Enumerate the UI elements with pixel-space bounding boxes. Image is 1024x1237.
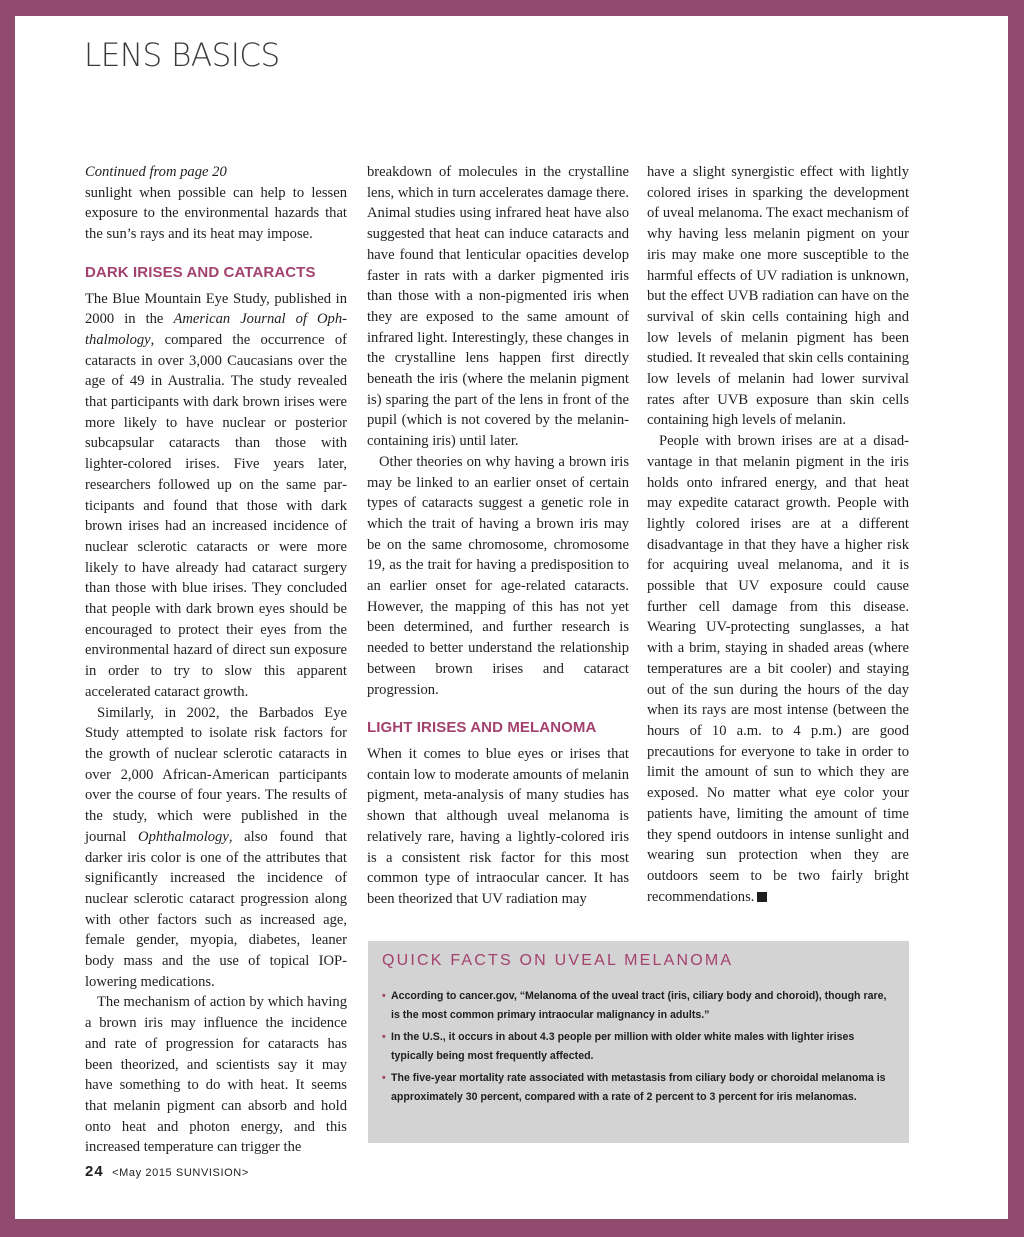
paragraph-text: , compared the occurrence of cataracts in over 3,000 Caucasians over the age of 49 in Australia. The study revealed that participants with dark brown irises were more likely to have nuclear or posterior subcapsular cataracts than those with lighter-colored irises. Five years later, researchers followed up on the same participants and found that those with dark brown irises had an increased incidence of nuclear sclerotic cataracts or were more likely to have already had cataract surgery than those with blue irises. They concluded that people with dark brown eyes should be encouraged to protect their eyes from the environmental hazard of direct sun exposure in order to try to slow this apparent accelerated cataract growth. [85, 331, 347, 700]
paragraph-mechanism: The mechanism of action by which having a brown iris may influence the incidence and rate of progression for cataracts has been theorized, and scientists say it may have something to do with heat. It seems that melanin pigment can absorb and hold onto heat and photon energy, and this increased temperature can trigger the [85, 994, 347, 1156]
paragraph-barbados [85, 703, 347, 993]
article-column-1 [85, 162, 347, 1158]
fact-text: In the U.S., it occurs in about 4.3 people per million with older white males with lighter irises typically being most frequently affected. [391, 1031, 855, 1062]
quick-facts-list [382, 987, 897, 1110]
paragraph-blue-mountain [85, 289, 347, 703]
paragraph-text: People with brown irises are at a disadvantage in that melanin pigment in the iris holds onto infrared energy, and that heat may expedite cataract growth. People with lightly colored irises are at a different disadvantage in that they have a higher risk for acquiring uveal melanoma, and it is possible that UV exposure could cause further cell damage from this disease. Wearing UV-protecting sunglasses, a hat with a brim, staying in shaded areas (where temperatures are a bit cooler) and staying out of the sun during the hours of the day when its rays are most intense (between the hours of 10 a.m. to 4 p.m.) are good precautions for everyone to take in order to limit the amount of sun to which they are exposed. No matter what eye color your patients have, limiting the amount of time they spend outdoors in intense sunlight and wearing sun protection when they are outdoors seem to be two fairly bright recommendations. [647, 433, 909, 905]
bullet-icon: • [382, 990, 386, 1002]
subhead-dark-irises: DARK IRISES AND CATARACTS [85, 263, 316, 281]
subhead-light-irises: LIGHT IRISES AND MELANOMA [367, 719, 597, 737]
journal-name: American Journal of Ophthalmology [85, 311, 347, 348]
list-item [382, 1028, 897, 1065]
quick-facts-title: QUICK FACTS ON UVEAL MELANOMA [382, 952, 734, 969]
fact-text: According to cancer.gov, “Melanoma of the uveal tract (iris, ciliary body and choroid), though rare, is the most common primary intraocular malignancy in adults.” [391, 990, 887, 1021]
bullet-icon: • [382, 1072, 386, 1084]
section-title: LENS BASICS [84, 37, 280, 75]
continued-from-label: Continued from page 20 [85, 164, 227, 180]
paragraph-blue-eyes: When it comes to blue eyes or irises that contain low to moderate amounts of melanin pigment, meta-analysis of many studies has shown that although uveal melanoma is relatively rare, having a lightly-colored iris is a consistent risk factor for this most common type of intraocular cancer. It has been theorized that UV radiation may [367, 745, 629, 907]
paragraph-text: Similarly, in 2002, the Barbados Eye Study attempted to isolate risk factors for the growth of nuclear sclerotic cataracts in over 2,000 African-American participants over the course of four years. The results of the study, which were published in the journal [85, 704, 347, 845]
page-footer [85, 1163, 249, 1181]
bullet-icon: • [382, 1031, 386, 1043]
article-column-3 [647, 162, 909, 907]
article-column-2 [367, 162, 629, 910]
list-item [382, 1069, 897, 1106]
paragraph-text: The Blue Mountain Eye Study, published in 2000 in the [85, 290, 347, 328]
paragraph-text: , also found that darker iris color is one of the attributes that significantly increased the incidence of nuclear sclerotic cataract progression along with other factors such as increased age, female gender, myopia, diabetes, leaner body mass and the use of topical IOP-lowering medications. [85, 828, 347, 990]
end-of-article-mark [757, 892, 767, 902]
magazine-page [15, 16, 1008, 1219]
list-item [382, 987, 897, 1024]
paragraph-text: sunlight when possible can help to lessen exposure to the environmental hazards that the sun’s rays and its heat may impose. [85, 184, 347, 243]
paragraph-recommendations [647, 431, 909, 907]
issue-label: <May 2015 SUNVISION> [112, 1167, 249, 1179]
continued-note [85, 162, 347, 245]
journal-name: Ophthalmology [138, 828, 229, 845]
paragraph-uv-effect: have a slight synergistic effect with lightly colored irises in sparking the development of uveal melanoma. The exact mechanism of why having less melanin pigment on your iris may make one more susceptible to the harmful effects of UV radiation is unknown, but the effect UVB radiation can have on the survival of skin cells containing high and low levels of melanin pigment has been studied. It revealed that skin cells containing low levels of melanin had lower survival rates after UVB exposure than skin cells containing high levels of melanin. [647, 164, 909, 429]
quick-facts-box [368, 941, 909, 1143]
paragraph-heat-damage: breakdown of molecules in the crystalline lens, which in turn accelerates damage there. Animal studies using infrared heat have also suggested that heat can induce cataracts and have found that lenticular opacities develop faster in rats with a darker pigmented iris than those with a non-pigmented iris when they are exposed to the same amount of infrared light. Interestingly, these changes in the crystalline lens happen first directly beneath the iris (where the melanin pigment is) sparing the part of the lens in front of the pupil (which is not covered by the melanin-containing iris) until later. [367, 164, 629, 450]
page-number: 24 [85, 1163, 104, 1180]
fact-text: The five-year mortality rate associated with metastasis from ciliary body or choroidal melanoma is approximately 30 percent, compared with a rate of 2 percent to 3 percent for iris melanomas. [391, 1072, 886, 1103]
paragraph-genetic: Other theories on why having a brown iris may be linked to an earlier onset of certain types of cataracts suggest a genetic role in which the trait of having a brown iris may be on the same chromosome, chromosome 19, as the trait for having a predisposition to an earlier onset for age-related cataracts. However, the mapping of this has not yet been determined, and further research is needed to better understand the relationship between brown irises and cataract progression. [367, 453, 629, 698]
